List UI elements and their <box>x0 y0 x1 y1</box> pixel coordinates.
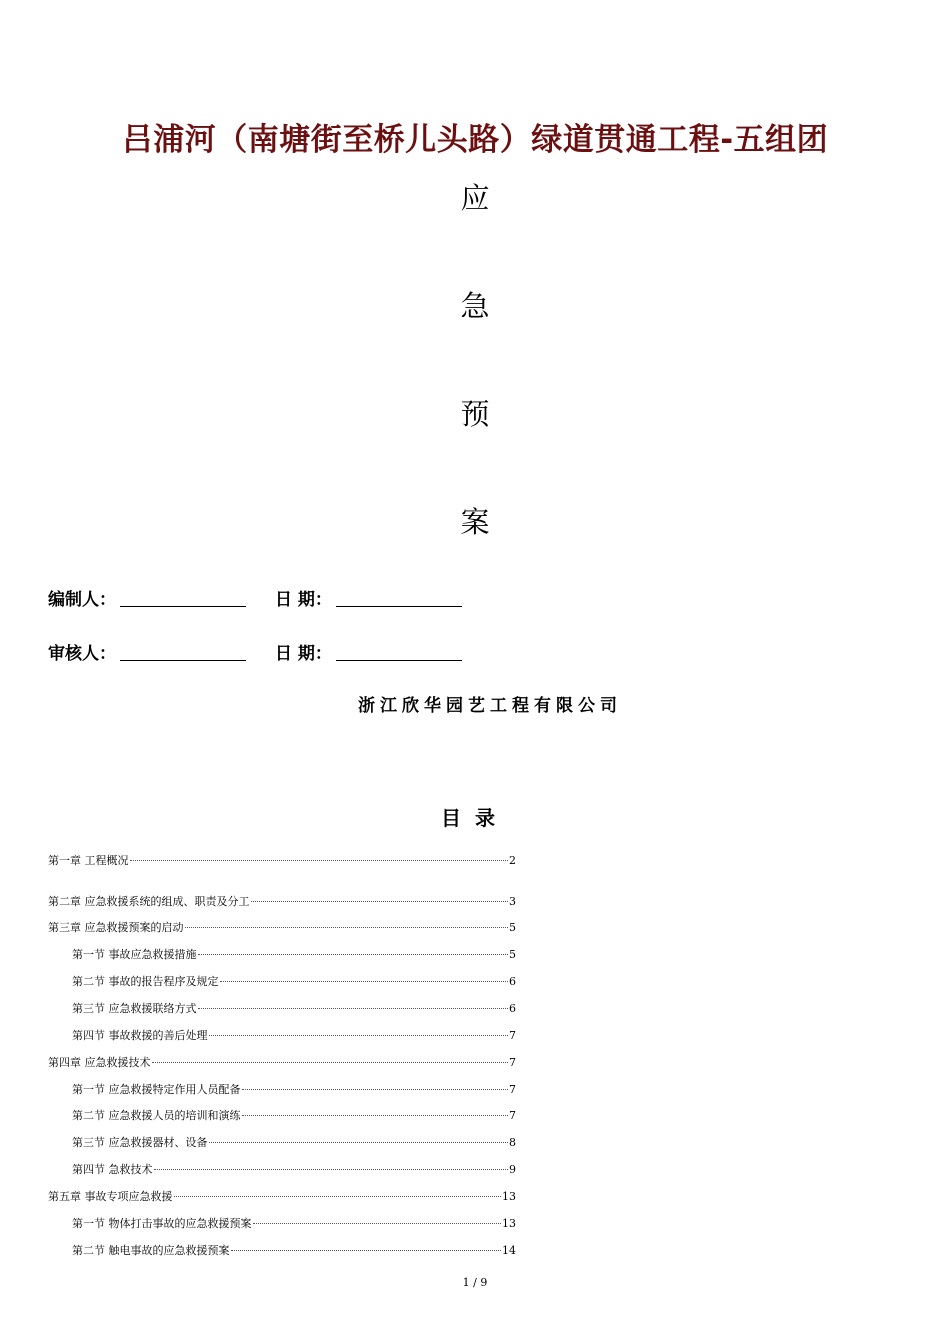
toc-entry-label: 第二章 应急救援系统的组成、职责及分工 <box>48 895 250 908</box>
editor-label: 编制人： <box>48 590 116 610</box>
toc-entry[interactable] <box>72 1083 516 1097</box>
toc-leader-dots <box>251 901 509 902</box>
toc-entry-page: 6 <box>509 975 516 988</box>
toc-entry-label: 第一节 事故应急救援措施 <box>72 948 197 961</box>
toc-entry-label: 第二节 触电事故的应急救援预案 <box>72 1244 230 1257</box>
toc-entry-label: 第二节 应急救援人员的培训和演练 <box>72 1109 241 1122</box>
toc-title: 目录 <box>441 806 509 830</box>
signature-row-reviewer <box>48 639 332 664</box>
toc-entry-page: 9 <box>509 1163 516 1176</box>
toc-entry-label: 第二节 事故的报告程序及规定 <box>72 975 219 988</box>
toc-leader-dots <box>253 1223 502 1224</box>
toc-entry-page: 7 <box>509 1083 516 1096</box>
toc-entry-page: 7 <box>509 1029 516 1042</box>
page-indicator: 1 / 9 <box>462 1276 488 1289</box>
editor-date-label: 日 期： <box>275 590 332 610</box>
toc-entry[interactable] <box>72 1217 516 1231</box>
toc-entry-page: 5 <box>509 948 516 961</box>
document-title: 吕浦河（南塘街至桥儿头路）绿道贯通工程-五组团 <box>121 122 829 158</box>
toc-entry[interactable] <box>72 1136 516 1150</box>
toc-entry[interactable] <box>72 1163 516 1177</box>
signature-row-editor <box>48 585 332 610</box>
toc-entry[interactable] <box>72 1109 516 1123</box>
toc-entry-label: 第三节 应急救援联络方式 <box>72 1002 197 1015</box>
toc-entry-label: 第五章 事故专项应急救援 <box>48 1190 173 1203</box>
toc-entry[interactable] <box>48 921 516 935</box>
reviewer-date-label: 日 期： <box>275 644 332 664</box>
toc-entry[interactable] <box>72 1029 516 1043</box>
toc-entry-label: 第四节 事故救援的善后处理 <box>72 1029 208 1042</box>
editor-date <box>275 585 462 610</box>
toc-entry[interactable] <box>72 948 516 962</box>
reviewer-date <box>275 639 462 664</box>
toc-entry[interactable] <box>48 1190 516 1204</box>
toc-entry-page: 13 <box>502 1217 516 1230</box>
toc-leader-dots <box>220 981 509 982</box>
reviewer-blank-line <box>120 646 246 661</box>
toc-entry-page: 5 <box>509 921 516 934</box>
toc-leader-dots <box>185 927 509 928</box>
toc-entry-page: 3 <box>509 895 516 908</box>
toc-leader-dots <box>174 1196 502 1197</box>
toc-entry-label: 第四节 急救技术 <box>72 1163 153 1176</box>
toc-entry-label: 第一章 工程概况 <box>48 854 129 867</box>
toc-entry[interactable] <box>72 1002 516 1016</box>
toc-leader-dots <box>209 1035 509 1036</box>
vertical-title-char-4: 案 <box>460 505 490 539</box>
toc-entry-page: 13 <box>502 1190 516 1203</box>
vertical-title-char-2: 急 <box>460 289 490 323</box>
toc-entry-label: 第三章 应急救援预案的启动 <box>48 921 184 934</box>
toc-leader-dots <box>209 1142 509 1143</box>
toc-entry-label: 第三节 应急救援器材、设备 <box>72 1136 208 1149</box>
toc-entry-page: 7 <box>509 1109 516 1122</box>
toc-entry-page: 2 <box>509 854 516 867</box>
editor-blank-line <box>120 592 246 607</box>
toc-leader-dots <box>242 1115 509 1116</box>
toc-entry[interactable] <box>72 975 516 989</box>
toc-leader-dots <box>154 1169 509 1170</box>
reviewer-label: 审核人： <box>48 644 116 664</box>
toc-leader-dots <box>242 1089 509 1090</box>
toc-entry[interactable] <box>48 1056 516 1070</box>
vertical-title-char-1: 应 <box>460 181 490 215</box>
company-name: 浙江欣华园艺工程有限公司 <box>358 696 622 716</box>
toc-leader-dots <box>130 860 509 861</box>
toc-entry-label: 第一节 应急救援特定作用人员配备 <box>72 1083 241 1096</box>
toc-entry-label: 第四章 应急救援技术 <box>48 1056 151 1069</box>
toc-leader-dots <box>198 1008 509 1009</box>
toc-entry-page: 6 <box>509 1002 516 1015</box>
toc-entry[interactable] <box>48 895 516 909</box>
editor-date-blank-line <box>336 592 462 607</box>
toc-leader-dots <box>198 954 509 955</box>
toc-entry-page: 8 <box>509 1136 516 1149</box>
toc-leader-dots <box>231 1250 502 1251</box>
toc-entry-page: 14 <box>502 1244 516 1257</box>
vertical-title-char-3: 预 <box>460 397 490 431</box>
reviewer-date-blank-line <box>336 646 462 661</box>
toc-entry-label: 第一节 物体打击事故的应急救援预案 <box>72 1217 252 1230</box>
toc-entry-page: 7 <box>509 1056 516 1069</box>
toc-leader-dots <box>152 1062 509 1063</box>
toc-entry[interactable] <box>48 854 516 868</box>
toc-entry[interactable] <box>72 1244 516 1258</box>
